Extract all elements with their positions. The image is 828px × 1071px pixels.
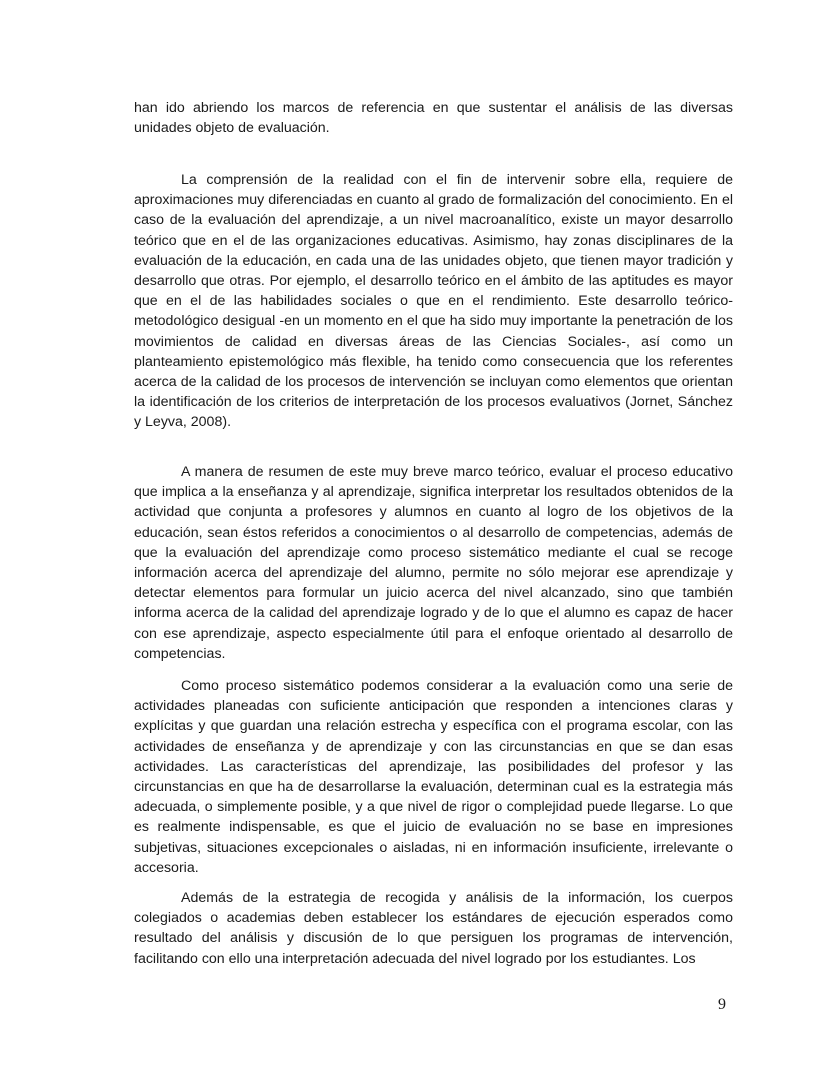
paragraph-realidad: La comprensión de la realidad con el fin de intervenir sobre ella, requiere de aproximaciones muy diferenciadas en cuanto al grado de formalización del conocimiento. En el caso de la evaluación del aprendizaje, a un nivel macroanalítico, existe un mayor desarrollo teórico que en el de las organizaciones educativas. Asimismo, hay zonas disciplinares de la evaluación de la educación, en cada una de las unidades objeto, que tienen mayor tradición y desarrollo que otras. Por ejemplo, el desarrollo teórico en el ámbito de las aptitudes es mayor que en el de las habilidades sociales o que en el rendimiento. Este desarrollo teórico-metodológico desigual -en un momento en el que ha sido muy importante la penetración de los movimientos de calidad en diversas áreas de las Ciencias Sociales-, así como un planteamiento epistemológico más flexible, ha tenido como consecuencia que los referentes acerca de la calidad de los procesos de intervención se incluyan como elementos que orientan la identificación de los criterios de interpretación de los procesos evaluativos (Jornet, Sánchez y Leyva, 2008). — [134, 172, 733, 431]
page-number: 9 — [718, 996, 726, 1013]
paragraph-resumen: A manera de resumen de este muy breve marco teórico, evaluar el proceso educativo que implica a la enseñanza y al aprendizaje, significa interpretar los resultados obtenidos de la actividad que conjunta a profesores y alumnos en cuanto al logro de los objetivos de la educación, sean éstos referidos a conocimientos o al desarrollo de competencias, además de que la evaluación del aprendizaje como proceso sistemático mediante el cual se recoge información acerca del aprendizaje del alumno, permite no sólo mejorar ese aprendizaje y detectar elementos para formular un juicio acerca del nivel alcanzado, sino que también informa acerca de la calidad del aprendizaje logrado y de lo que el alumno es capaz de hacer con ese aprendizaje, aspecto especialmente útil para el enfoque orientado al desarrollo de competencias. — [134, 464, 733, 662]
paragraph-proceso-sistematico: Como proceso sistemático podemos considerar a la evaluación como una serie de actividades planeadas con suficiente anticipación que responden a intenciones claras y explícitas y que guardan una relación estrecha y específica con el programa escolar, con las actividades de enseñanza y de aprendizaje y con las circunstancias en que se dan esas actividades. Las características del aprendizaje, las posibilidades del profesor y las circunstancias en que ha de desarrollarse la evaluación, determinan cual es la estrategia más adecuada, o simplemente posible, y a que nivel de rigor o complejidad puede llegarse. Lo que es realmente indispensable, es que el juicio de evaluación no se base en impresiones subjetivas, situaciones excepcionales o aisladas, ni en información insuficiente, irrelevante o accesoria. — [134, 678, 733, 876]
paragraph-continuation: han ido abriendo los marcos de referencia en que sustentar el análisis de las diversas unidades objeto de evaluación. — [134, 100, 733, 137]
paragraph-estrategia: Además de la estrategia de recogida y análisis de la información, los cuerpos colegiados o academias deben establecer los estándares de ejecución esperados como resultado del análisis y discusión de lo que persiguen los programas de intervención, facilitando con ello una interpretación adecuada del nivel logrado por los estudiantes. Los — [134, 890, 733, 967]
